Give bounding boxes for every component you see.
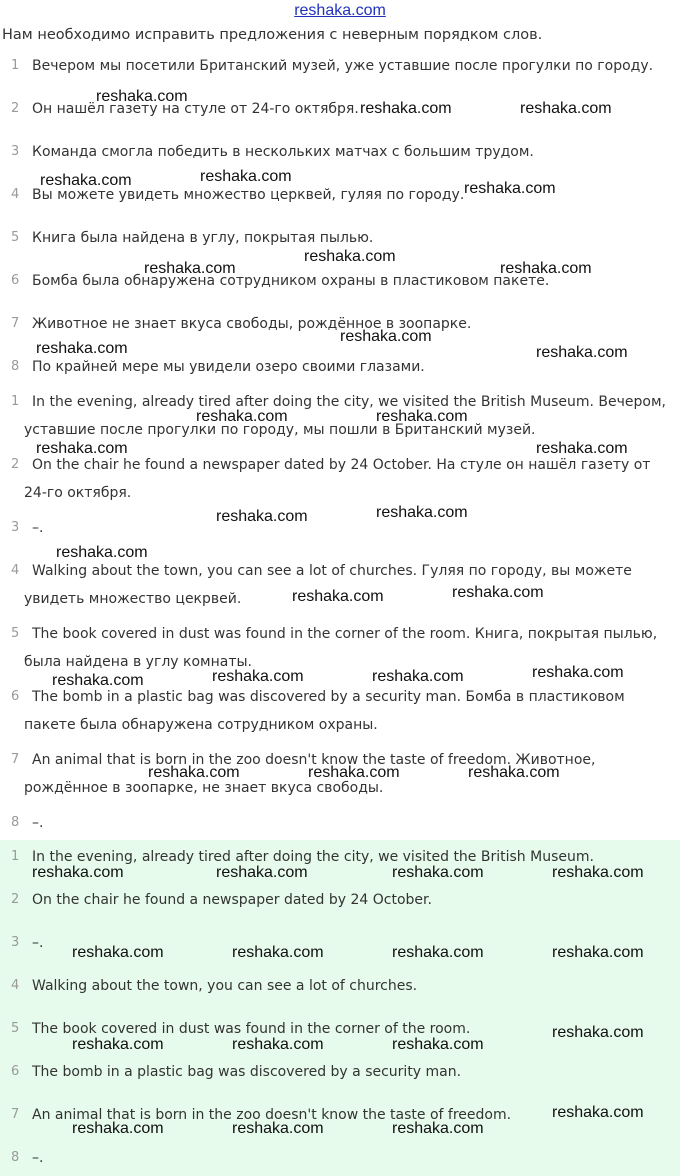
watermark: reshaka.com [144, 260, 236, 277]
sentence-text: Он нашёл газету на стуле от 24-го октября. [32, 101, 359, 117]
watermark: reshaka.com [376, 408, 468, 425]
watermark: reshaka.com [40, 172, 132, 189]
watermark: reshaka.com [536, 344, 628, 361]
row-number: 1 [11, 58, 20, 73]
row-number: 4 [11, 978, 20, 993]
task-intro: Нам необходимо исправить предложения с неверным порядком слов. [2, 27, 543, 43]
watermark: reshaka.com [72, 1036, 164, 1053]
row-number: 4 [11, 563, 20, 578]
final-text: On the chair he found a newspaper dated by 24 October. [32, 892, 432, 908]
sentence-text: Бомба была обнаружена сотрудником охраны в пластиковом пакете. [32, 273, 550, 289]
answer-text: The book covered in dust was found in the corner of the room. Книга, покрытая пылью, была найдена в углу комнаты. [24, 626, 658, 670]
watermark: reshaka.com [308, 764, 400, 781]
row-number: 1 [11, 849, 20, 864]
watermark: reshaka.com [468, 764, 560, 781]
watermark: reshaka.com [376, 504, 468, 521]
sentence-text: Животное не знает вкуса свободы, рождённое в зоопарке. [32, 316, 472, 332]
watermark: reshaka.com [52, 672, 144, 689]
watermark: reshaka.com [292, 588, 384, 605]
watermark: reshaka.com [360, 100, 452, 117]
watermark: reshaka.com [340, 328, 432, 345]
watermark: reshaka.com [96, 88, 188, 105]
answer-text: –. [32, 815, 44, 831]
final-text: Walking about the town, you can see a lot of churches. [32, 978, 418, 994]
watermark: reshaka.com [552, 1104, 644, 1121]
watermark: reshaka.com [36, 340, 128, 357]
final-text: –. [32, 1150, 44, 1166]
watermark: reshaka.com [56, 544, 148, 561]
row-number: 3 [11, 935, 20, 950]
watermark: reshaka.com [372, 668, 464, 685]
watermark: reshaka.com [200, 168, 292, 185]
row-number: 2 [11, 457, 20, 472]
row-number: 3 [11, 520, 20, 535]
sentence-text: Вы можете увидеть множество церквей, гуляя по городу. [32, 187, 465, 203]
watermark: reshaka.com [36, 440, 128, 457]
row-number: 1 [11, 394, 20, 409]
watermark: reshaka.com [232, 1036, 324, 1053]
watermark: reshaka.com [392, 1120, 484, 1137]
row-number: 6 [11, 273, 20, 288]
final-text: The bomb in a plastic bag was discovered by a security man. [32, 1064, 462, 1080]
row-number: 7 [11, 316, 20, 331]
row-number: 6 [11, 1064, 20, 1079]
watermark: reshaka.com [536, 440, 628, 457]
answer-text: An animal that is born in the zoo doesn't know the taste of freedom. Животное, рождённое в зоопарке, не знает вкуса свободы. [24, 752, 596, 796]
answer-text: Walking about the town, you can see a lot of churches. Гуляя по городу, вы можете увидеть множество цекрвей. [24, 563, 632, 607]
watermark: reshaka.com [212, 668, 304, 685]
answer-text: On the chair he found a newspaper dated by 24 October. На стуле он нашёл газету от 24-го октября. [24, 457, 651, 501]
row-number: 5 [11, 230, 20, 245]
row-number: 8 [11, 359, 20, 374]
watermark: reshaka.com [532, 664, 624, 681]
row-number: 6 [11, 689, 20, 704]
answer-text: –. [32, 520, 44, 536]
watermark: reshaka.com [392, 1036, 484, 1053]
watermark: reshaka.com [232, 1120, 324, 1137]
watermark: reshaka.com [148, 764, 240, 781]
watermark: reshaka.com [392, 944, 484, 961]
final-text: –. [32, 935, 44, 951]
row-number: 8 [11, 815, 20, 830]
watermark: reshaka.com [452, 584, 544, 601]
row-number: 7 [11, 752, 20, 767]
row-number: 5 [11, 1021, 20, 1036]
watermark: reshaka.com [392, 864, 484, 881]
watermark: reshaka.com [520, 100, 612, 117]
watermark: reshaka.com [72, 1120, 164, 1137]
row-number: 7 [11, 1107, 20, 1122]
watermark: reshaka.com [232, 944, 324, 961]
sentence-text: По крайней мере мы увидели озеро своими глазами. [32, 359, 425, 375]
watermark: reshaka.com [196, 408, 288, 425]
watermark: reshaka.com [304, 248, 396, 265]
sentence-text: Команда смогла победить в нескольких матчах с большим трудом. [32, 144, 534, 160]
final-text: In the evening, already tired after doing the city, we visited the British Museum. [32, 849, 594, 865]
final-text: The book covered in dust was found in the corner of the room. [32, 1021, 471, 1037]
watermark: reshaka.com [216, 508, 308, 525]
watermark: reshaka.com [500, 260, 592, 277]
row-number: 8 [11, 1150, 20, 1165]
watermark: reshaka.com [464, 180, 556, 197]
answer-text: The bomb in a plastic bag was discovered by a security man. Бомба в пластиковом пакете была обнаружена сотрудником охраны. [24, 689, 625, 733]
sentence-text: Книга была найдена в углу, покрытая пылью. [32, 230, 374, 246]
row-number: 5 [11, 626, 20, 641]
watermark: reshaka.com [552, 1024, 644, 1041]
final-text: An animal that is born in the zoo doesn't know the taste of freedom. [32, 1107, 512, 1123]
watermark: reshaka.com [32, 864, 124, 881]
watermark: reshaka.com [552, 864, 644, 881]
sentence-text: Вечером мы посетили Британский музей, уже уставшие после прогулки по городу. [32, 58, 654, 74]
row-number: 2 [11, 101, 20, 116]
watermark: reshaka.com [72, 944, 164, 961]
watermark: reshaka.com [552, 944, 644, 961]
row-number: 4 [11, 187, 20, 202]
answer-text: In the evening, already tired after doing the city, we visited the British Museum. Вечером, уставшие после прогулки по городу, мы пошли в Британский музей. [24, 394, 666, 438]
row-number: 2 [11, 892, 20, 907]
site-title-link[interactable]: reshaka.com [294, 2, 386, 19]
row-number: 3 [11, 144, 20, 159]
watermark: reshaka.com [216, 864, 308, 881]
